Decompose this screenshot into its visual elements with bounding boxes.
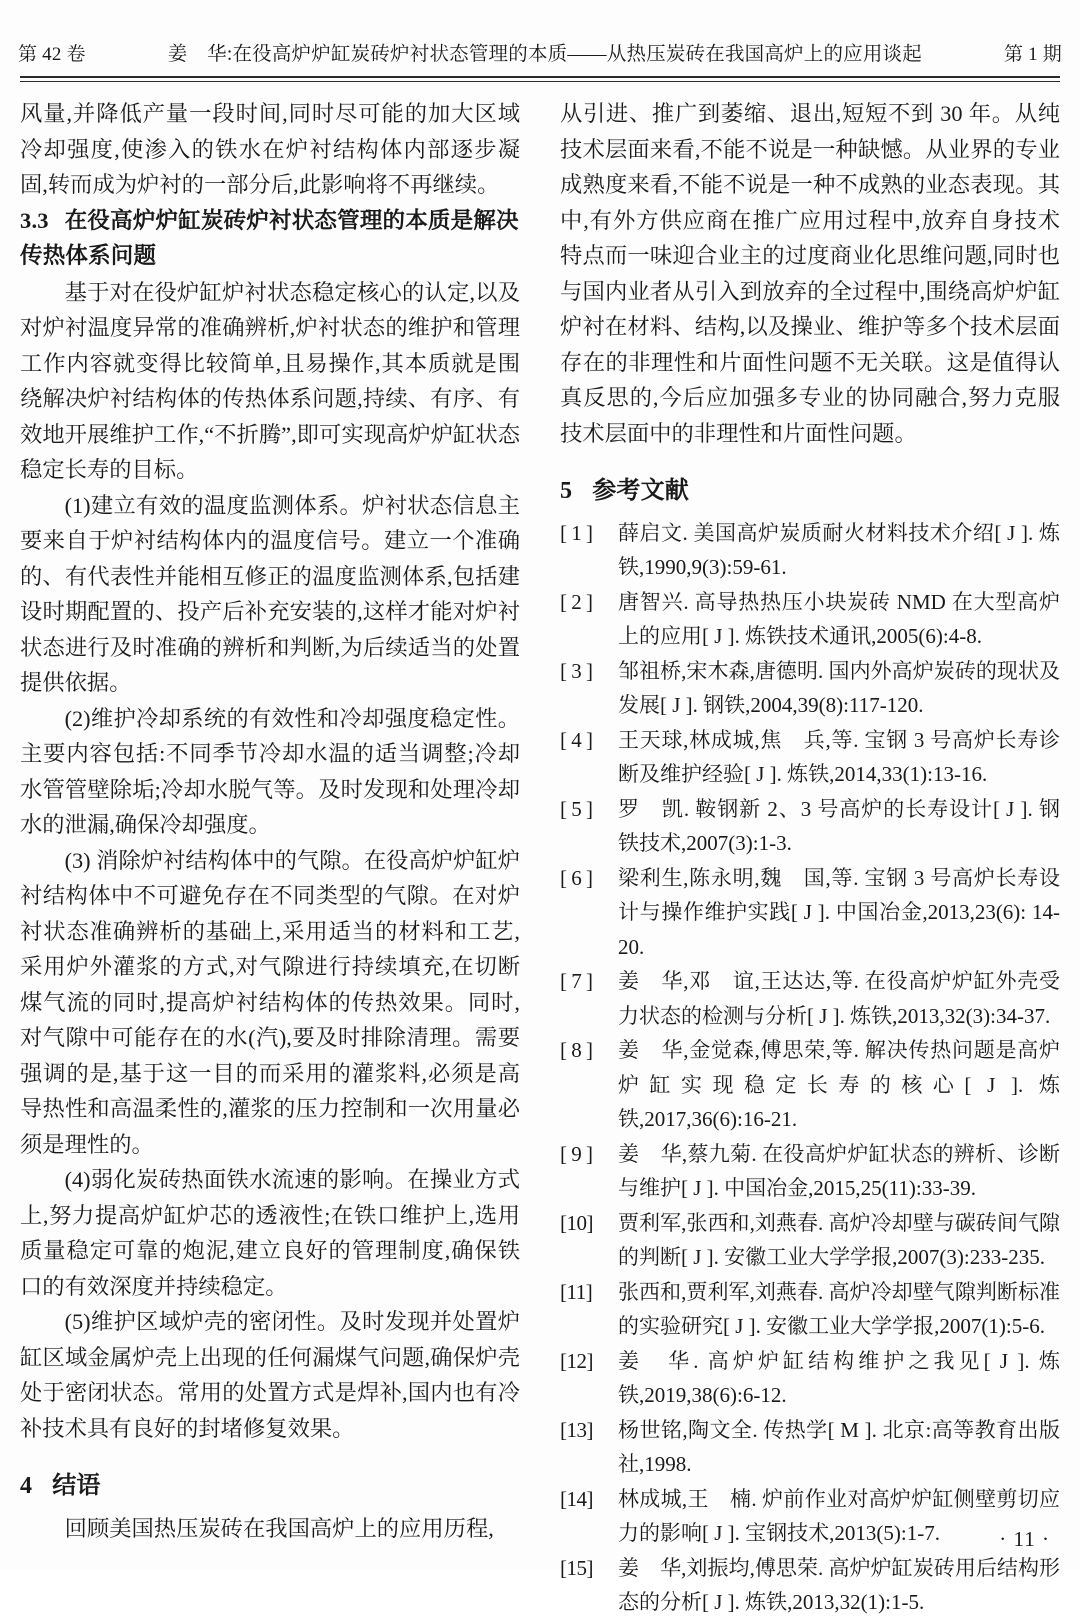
- reference-text: 姜 华,金觉森,傅思荣,等. 解决传热问题是高炉炉缸实现稳定长寿的核心[ J ]. 炼铁,2017,36(6):16-21.: [618, 1038, 1060, 1131]
- reference-entry: [560, 1275, 1060, 1344]
- list-item-1: (1)建立有效的温度监测体系。炉衬状态信息主要来自于炉衬结构体内的温度信号。建立一个准确的、有代表性并能相互修正的温度监测体系,包括建设时期配置的、投产后补充安装的,这样才能对炉衬状态进行及时准确的辨析和判断,为后续适当的处置提供依据。: [20, 492, 520, 695]
- reference-text: 邹祖桥,宋木森,唐德明. 国内外高炉炭砖的现状及发展[ J ]. 钢铁,2004,39(8):117-120.: [618, 658, 1060, 717]
- reference-text: 林成城,王 楠. 炉前作业对高炉炉缸侧壁剪切应力的影响[ J ]. 宝钢技术,2013(5):1-7.: [618, 1486, 1060, 1545]
- section-number: 3.3: [20, 207, 49, 233]
- reference-number: [10]: [560, 1210, 593, 1235]
- reference-entry: [560, 1413, 1060, 1482]
- section-number: 5: [560, 478, 573, 504]
- spacer-before-section-4: [20, 1446, 520, 1468]
- section-heading-4: [20, 1468, 520, 1505]
- reference-text: 罗 凯. 鞍钢新 2、3 号高炉的长寿设计[ J ]. 钢铁技术,2007(3):1-3.: [618, 796, 1060, 855]
- running-header: [18, 38, 1062, 72]
- list-item-4: (4)弱化炭砖热面铁水流速的影响。在操业方式上,努力提高炉缸炉芯的透液性;在铁口维护上,选用质量稳定可靠的炮泥,建立良好的管理制度,确保铁口的有效深度并持续稳定。: [20, 1167, 520, 1299]
- reference-text: 唐智兴. 高导热热压小块炭砖 NMD 在大型高炉上的应用[ J ]. 炼铁技术通讯,2005(6):4-8.: [618, 589, 1060, 648]
- paragraph-intro: 基于对在役炉缸炉衬状态稳定核心的认定,以及对炉衬温度异常的准确辨析,炉衬状态的维护和管理工作内容就变得比较简单,且易操作,其本质就是围绕解决炉衬结构体的传热体系问题,持续、有序、有效地开展维护工作,“不折腾”,即可实现高炉炉缸状态稳定长寿的目标。: [20, 279, 520, 482]
- reference-text: 薛启文. 美国高炉炭质耐火材料技术介绍[ J ]. 炼铁,1990,9(3):59-61.: [618, 520, 1060, 579]
- reference-number: [11]: [560, 1279, 593, 1304]
- reference-number: [ 6 ]: [560, 865, 593, 890]
- section-number: 4: [20, 1473, 33, 1499]
- reference-number: [14]: [560, 1486, 593, 1511]
- reference-entry: [560, 1551, 1060, 1620]
- list-item-5: (5)维护区域炉壳的密闭性。及时发现并处置炉缸区域金属炉壳上出现的任何漏煤气问题,确保炉壳处于密闭状态。常用的处置方式是焊补,国内也有冷补技术具有良好的封堵修复效果。: [20, 1309, 520, 1441]
- header-rule-thin: [20, 81, 1060, 82]
- reference-entry: [560, 585, 1060, 654]
- spacer-before-section-5: [560, 451, 1060, 473]
- reference-text: 姜 华,蔡九菊. 在役高炉炉缸状态的辨析、诊断与维护[ J ]. 中国冶金,2015,25(11):33-39.: [618, 1141, 1060, 1200]
- reference-entry: [560, 516, 1060, 585]
- header-rule-thick: [20, 76, 1060, 78]
- reference-number: [12]: [560, 1348, 593, 1373]
- reference-list: [560, 516, 1060, 1620]
- right-column: [560, 96, 1060, 1614]
- reference-entry: [560, 1137, 1060, 1206]
- reference-text: 姜 华,邓 谊,王达达,等. 在役高炉炉缸外壳受力状态的检测与分析[ J ]. 炼铁,2013,32(3):34-37.: [618, 969, 1060, 1028]
- reference-entry: [560, 1206, 1060, 1275]
- section-heading-5: [560, 473, 1060, 510]
- reference-text: 梁利生,陈永明,魏 国,等. 宝钢 3 号高炉长寿设计与操作维护实践[ J ]. 中国冶金,2013,23(6): 14-20.: [618, 865, 1060, 959]
- page-folio: · 11 ·: [999, 1527, 1050, 1551]
- reference-text: 姜 华,刘振均,傅思荣. 高炉炉缸炭砖用后结构形态的分析[ J ]. 炼铁,2013,32(1):1-5.: [618, 1555, 1060, 1614]
- section-title: 在役高炉炉缸炭砖炉衬状态管理的本质是解决传热体系问题: [20, 207, 519, 269]
- reference-entry: [560, 1033, 1060, 1137]
- reference-number: [ 5 ]: [560, 796, 593, 821]
- reference-number: [15]: [560, 1555, 593, 1580]
- reference-number: [ 7 ]: [560, 969, 593, 993]
- reference-number: [ 9 ]: [560, 1141, 593, 1166]
- reference-entry: [560, 654, 1060, 723]
- list-item-2: (2)维护冷却系统的有效性和冷却强度稳定性。主要内容包括:不同季节冷却水温的适当调整;冷却水管管壁除垢;冷却水脱气等。及时发现和处理冷却水的泄漏,确保冷却强度。: [20, 705, 520, 837]
- reference-entry: [560, 964, 1060, 1033]
- list-item-3: (3) 消除炉衬结构体中的气隙。在役高炉炉缸炉衬结构体中不可避免存在不同类型的气隙。在对炉衬状态准确辨析的基础上,采用适当的材料和工艺,采用炉外灌浆的方式,对气隙进行持续填充,在切断煤气流的同时,提高炉衬结构体的传热效果。同时,对气隙中可能存在的水(汽),要及时排除清理。需要强调的是,基于这一目的而采用的灌浆料,必须是高导热性和高温柔性的,灌浆的压力控制和一次用量必须是理性的。: [20, 847, 520, 1157]
- reference-text: 王天球,林成城,焦 兵,等. 宝钢 3 号高炉长寿诊断及维护经验[ J ]. 炼铁,2014,33(1):13-16.: [618, 727, 1060, 786]
- reference-text: 贾利军,张西和,刘燕春. 高炉冷却壁与碳砖间气隙的判断[ J ]. 安徽工业大学学报,2007(3):233-235.: [618, 1210, 1060, 1269]
- left-column: [20, 96, 520, 1541]
- reference-number: [ 8 ]: [560, 1038, 593, 1062]
- reference-text: 姜 华. 高炉炉缸结构维护之我见[ J ]. 炼铁,2019,38(6):6-12.: [618, 1348, 1060, 1407]
- paragraph-continued: 风量,并降低产量一段时间,同时尽可能的加大区域冷却强度,使渗入的铁水在炉衬结构体内部逐步凝固,转而成为炉衬的一部分后,此影响将不再继续。: [20, 101, 520, 197]
- reference-entry: [560, 1344, 1060, 1413]
- section-title: 结语: [52, 1471, 101, 1499]
- reference-entry: [560, 792, 1060, 861]
- issue-label: 第 1 期: [1003, 44, 1062, 65]
- reference-text: 张西和,贾利军,刘燕春. 高炉冷却壁气隙判断标准的实验研究[ J ]. 安徽工业大学学报,2007(1):5-6.: [618, 1279, 1060, 1338]
- reference-number: [ 1 ]: [560, 520, 593, 545]
- reference-number: [ 3 ]: [560, 658, 593, 683]
- body-columns: [20, 96, 1060, 1614]
- article-running-title: 姜 华:在役高炉炉缸炭砖炉衬状态管理的本质——从热压炭砖在我国高炉上的应用谈起: [167, 44, 922, 65]
- section-title: 参考文献: [592, 476, 690, 504]
- reference-entry: [560, 723, 1060, 792]
- volume-label: 第 42 卷: [18, 44, 86, 65]
- reference-number: [13]: [560, 1417, 593, 1442]
- reference-text: 杨世铭,陶文全. 传热学[ M ]. 北京:高等教育出版社,1998.: [618, 1417, 1060, 1476]
- reference-number: [ 2 ]: [560, 589, 593, 614]
- reference-entry: [560, 1482, 1060, 1551]
- reference-number: [ 4 ]: [560, 727, 593, 752]
- reference-entry: [560, 861, 1060, 965]
- conclusion-paragraph-continued: 从引进、推广到萎缩、退出,短短不到 30 年。从纯技术层面来看,不能不说是一种缺憾。从业界的专业成熟度来看,不能不说是一种不成熟的业态表现。其中,有外方供应商在推广应用过程中,放弃自身技术特点而一味迎合业主的过度商业化思维问题,同时也与国内业者从引入到放弃的全过程中,围绕高炉炉缸炉衬在材料、结构,以及操业、维护等多个技术层面存在的非理性和片面性问题不无关联。这是值得认真反思的,今后应加强多专业的协同融合,努力克服技术层面中的非理性和片面性问题。: [560, 101, 1060, 446]
- section-heading-3-3: [20, 203, 520, 275]
- conclusion-paragraph-start: 回顾美国热压炭砖在我国高炉上的应用历程,: [64, 1515, 494, 1541]
